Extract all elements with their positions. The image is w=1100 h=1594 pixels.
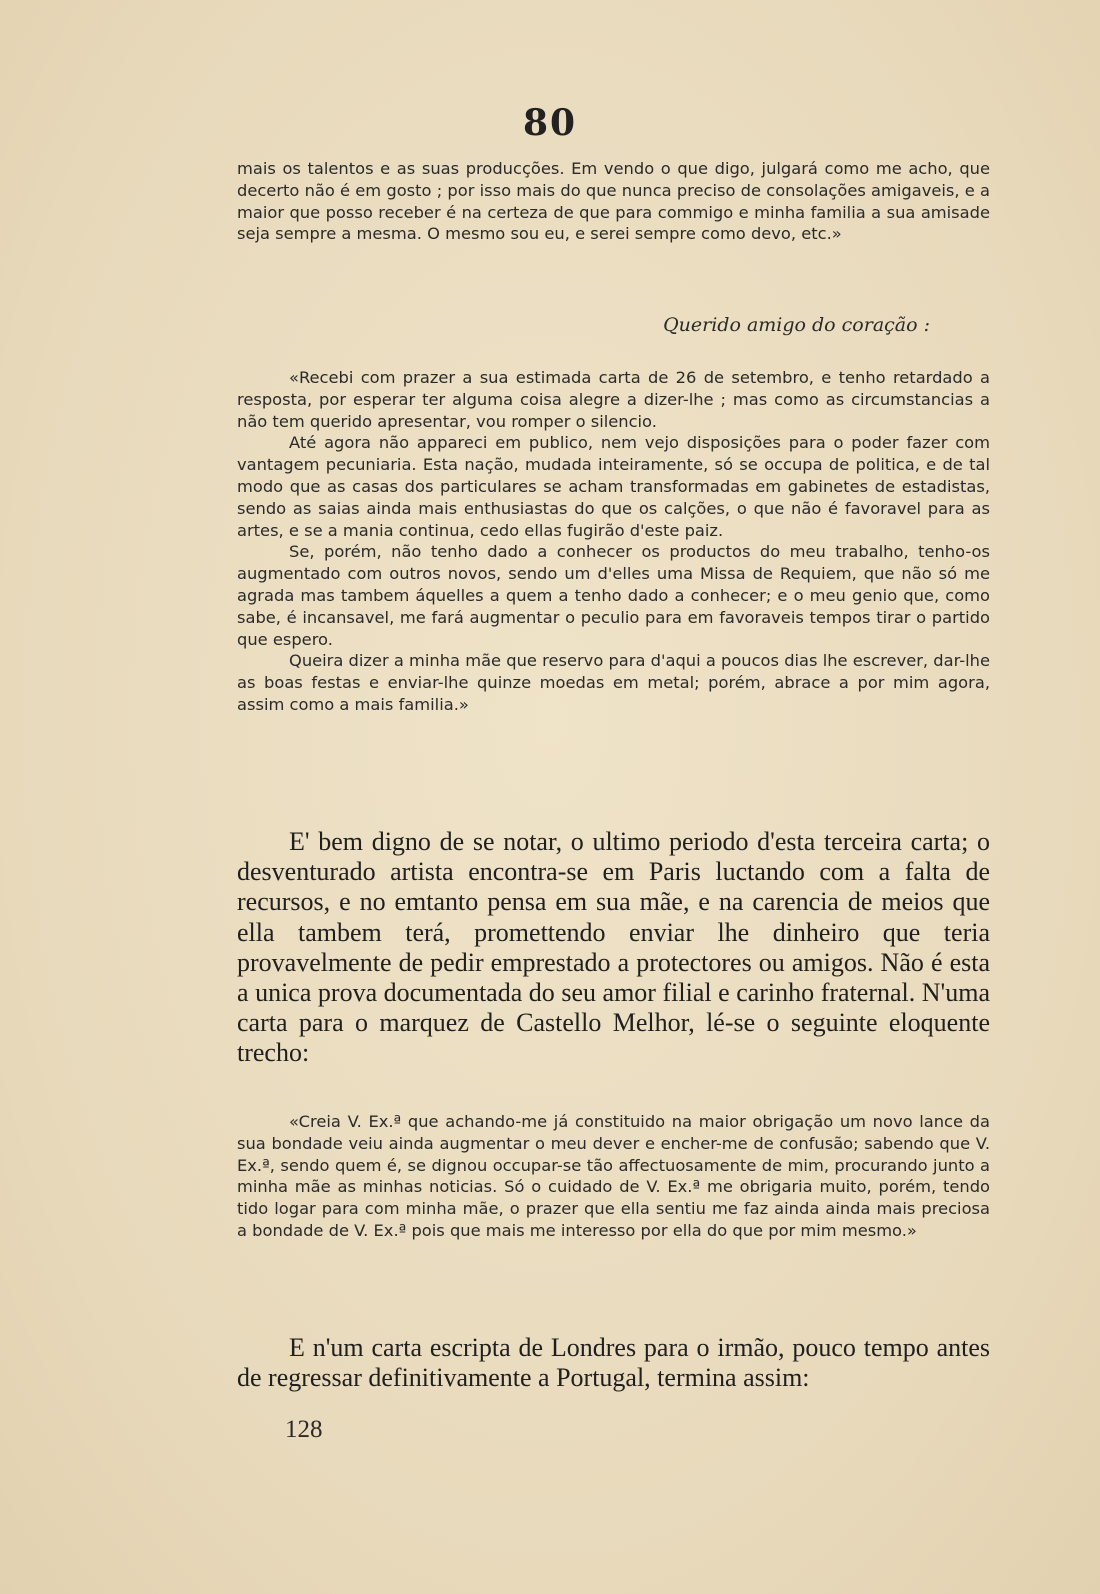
- running-header: 80: [522, 102, 578, 144]
- page-number: 128: [285, 1416, 323, 1443]
- letter-continuation-text: mais os talentos e as suas producções. Em vendo o que digo, julgará como me acho, que decerto não é em gosto ; por isso mais do que nunca preciso de consolações amigaveis, e a maior que posso receber é na certeza de que para commigo e minha familia a sua amisade seja sempre a mesma. O mesmo sou eu, e serei sempre como devo, etc.»: [237, 159, 990, 244]
- closing-text: E n'um carta escripta de Londres para o irmão, pouco tempo antes de regressar definitivamente a Portugal, termina assim:: [237, 1333, 990, 1393]
- closing-paragraph: [237, 1333, 990, 1393]
- letter-paragraph: Até agora não appareci em publico, nem vejo disposições para o poder fazer com vantagem pecuniaria. Esta nação, mudada inteiramente, só se occupa de politica, e de tal modo que as casas dos particulares se acham transformadas em gabinetes de estadistas, sendo as saias ainda mais enthusiastas do que os calções, o que não é favoravel para as artes, e se a mania continua, cedo ellas fugirão d'este paiz.: [237, 433, 990, 540]
- quoted-letter-text: «Creia V. Ex.ª que achando-me já constituido na maior obrigação um novo lance da sua bondade veiu ainda augmentar o meu dever e encher-me de confusão; sabendo que V. Ex.ª, sendo quem é, se dignou occupar-se tão affectuosamente de mim, procurando junto a minha mãe as minhas noticias. Só o cuidado de V. Ex.ª me obrigaria muito, porém, tendo tido logar para com minha mãe, o prazer que ella sentiu me faz ainda ainda mais preciosa a bondade de V. Ex.ª pois que mais me interesso por ella do que por mim mesmo.»: [237, 1112, 990, 1240]
- letter-paragraph: Queira dizer a minha mãe que reservo para d'aqui a poucos dias lhe escrever, dar-lhe as boas festas e enviar-lhe quinze moedas em metal; porém, abrace a por mim agora, assim como a mais familia.»: [237, 651, 990, 714]
- commentary-text: E' bem digno de se notar, o ultimo periodo d'esta terceira carta; o desventurado artista encontra-se em Paris luctando com a falta de recursos, e no emtanto pensa em sua mãe, e na carencia de meios que ella tambem terá, promettendo enviar lhe dinheiro que teria provavelmente de pedir emprestado a protectores ou amigos. Não é esta a unica prova documentada do seu amor filial e carinho fraternal. N'uma carta para o marquez de Castello Melhor, lé-se o seguinte eloquente trecho:: [237, 827, 990, 1068]
- letter-continuation: [237, 158, 990, 245]
- quoted-letter: [237, 1111, 990, 1242]
- letter-paragraph: Se, porém, não tenho dado a conhecer os productos do meu trabalho, tenho-os augmentado com outros novos, sendo um d'elles uma Missa de Requiem, que não só me agrada mas tambem áquelles a quem a tenho dado a conhecer; e o meu genio que, como sabe, é incansavel, me fará augmentar o peculio para em favoraveis tempos tirar o partido que espero.: [237, 542, 990, 649]
- letter-paragraph: «Recebi com prazer a sua estimada carta de 26 de setembro, e tenho retardado a resposta, por esperar ter alguma coisa alegre a dizer-lhe ; mas como as circumstancias a não tem querido apresentar, vou romper o silencio.: [237, 368, 990, 431]
- commentary-paragraph: [237, 827, 990, 1069]
- letter-salutation: Querido amigo do coração :: [663, 314, 930, 336]
- letter-body: [237, 367, 990, 716]
